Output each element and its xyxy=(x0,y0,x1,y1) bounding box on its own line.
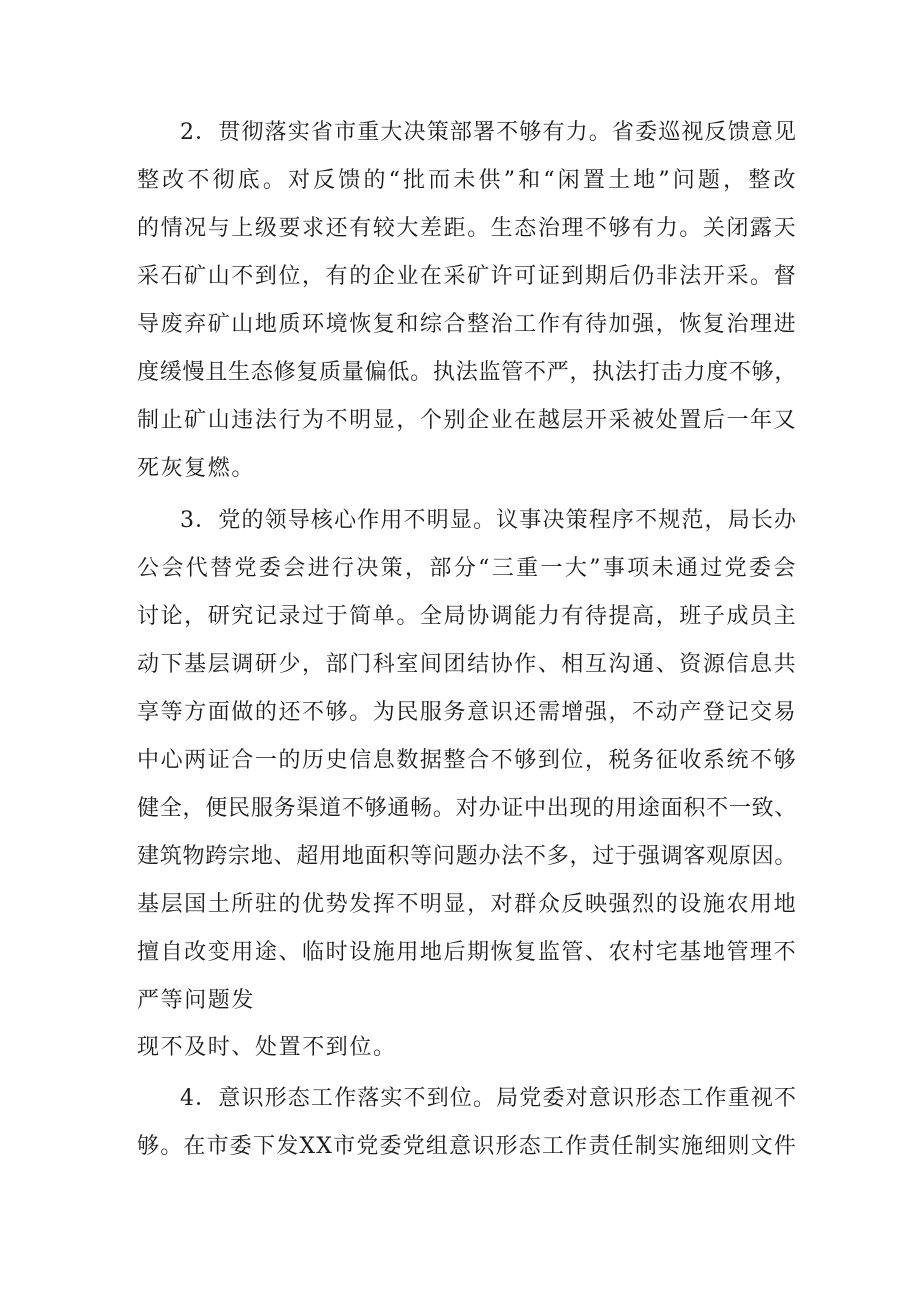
text-line: 严等问题发 xyxy=(137,988,256,1013)
text-line: 4．意识形态工作落实不到位。局党委对意识形态工作重视不 xyxy=(180,1086,797,1111)
text-line: 导废弃矿山地质环境恢复和综合整治工作有待加强，恢复治理进 xyxy=(137,312,797,337)
text-line: 基层国土所驻的优势发挥不明显，对群众反映强烈的设施农用地 xyxy=(137,892,797,917)
text-line: 擅自改变用途、临时设施用地后期恢复监管、农村宅基地管理不 xyxy=(137,940,797,965)
text-line: 健全，便民服务渠道不够通畅。对办证中出现的用途面积不一致、 xyxy=(137,796,797,821)
text-line: 制止矿山违法行为不明显，个别企业在越层开采被处置后一年又 xyxy=(137,408,797,433)
text-line: 死灰复燃。 xyxy=(137,456,256,481)
text-line: 享等方面做的还不够。为民服务意识还需增强，不动产登记交易 xyxy=(137,700,797,725)
text-line: 整改不彻底。对反馈的“批而未供”和“闲置土地”问题，整改 xyxy=(137,168,797,193)
text-line: 的情况与上级要求还有较大差距。生态治理不够有力。关闭露天 xyxy=(137,216,797,241)
text-line: 度缓慢且生态修复质量偏低。执法监管不严，执法打击力度不够， xyxy=(137,360,797,385)
text-line: 3．党的领导核心作用不明显。议事决策程序不规范，局长办 xyxy=(180,508,797,533)
text-line: 采石矿山不到位，有的企业在采矿许可证到期后仍非法开采。督 xyxy=(137,264,797,289)
text-line: 讨论，研究记录过于简单。全局协调能力有待提高，班子成员主 xyxy=(137,604,797,629)
text-line: 公会代替党委会进行决策，部分“三重一大”事项未通过党委会 xyxy=(137,556,797,581)
text-line: 中心两证合一的历史信息数据整合不够到位，税务征收系统不够 xyxy=(137,748,797,773)
text-line: 2．贯彻落实省市重大决策部署不够有力。省委巡视反馈意见 xyxy=(180,120,797,145)
text-line: 够。在市委下发XX市党委党组意识形态工作责任制实施细则文件 xyxy=(137,1134,798,1159)
text-line: 建筑物跨宗地、超用地面积等问题办法不多，过于强调客观原因。 xyxy=(137,844,797,869)
text-line: 动下基层调研少，部门科室间团结协作、相互沟通、资源信息共 xyxy=(137,652,797,677)
text-line: 现不及时、处置不到位。 xyxy=(137,1035,397,1060)
